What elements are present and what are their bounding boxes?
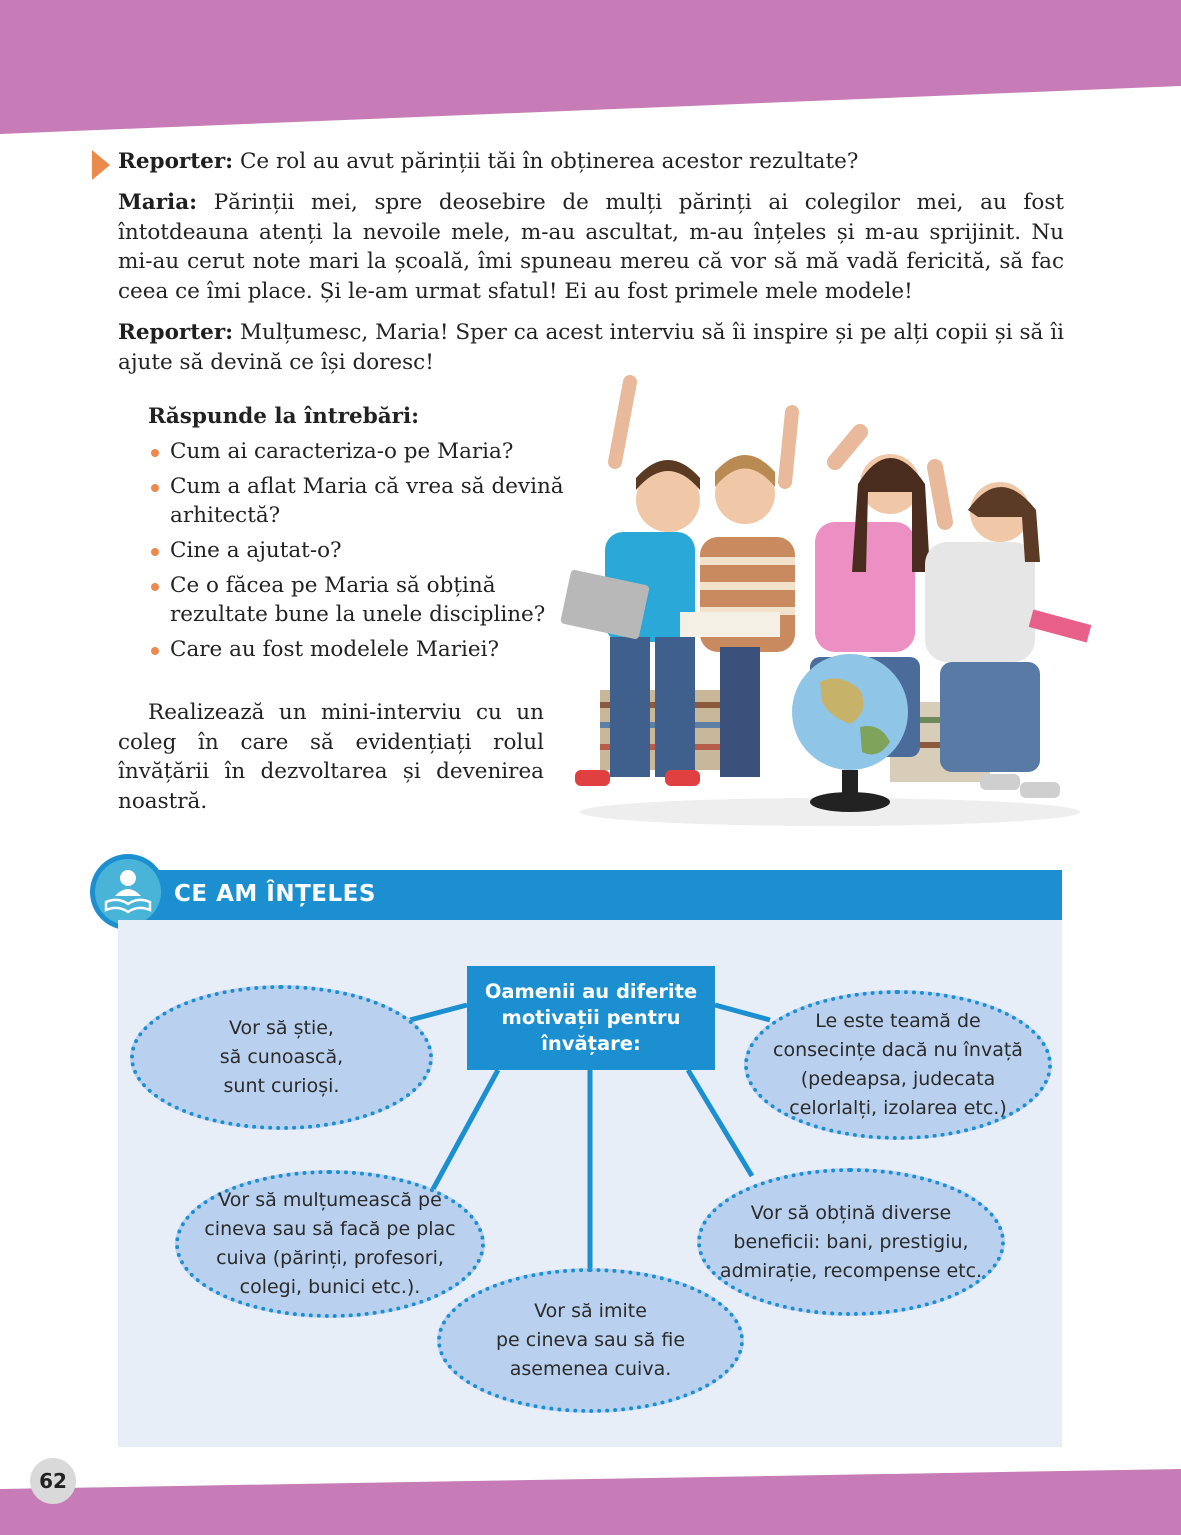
questions-list	[148, 437, 568, 664]
dialogue-text: Ce rol au avut părinții tăi în obținerea acestor rezultate?	[233, 149, 859, 174]
page-number: 62	[30, 1458, 76, 1504]
motivation-oval-imitate: Vor să imite pe cineva sau să fie asemenea cuiva.	[437, 1268, 744, 1413]
bottom-decor-band	[0, 1465, 1181, 1535]
speaker-label: Reporter:	[118, 320, 234, 345]
top-decor-band	[0, 0, 1181, 140]
dialogue-line-reporter-1	[118, 147, 1064, 177]
students-photo	[560, 372, 1100, 834]
dialogue-text: Mulțumesc, Maria! Sper ca acest interviu să îi inspire și pe alți copii și să îi ajute să devină ce își doresc!	[118, 320, 1064, 375]
questions-block	[148, 402, 568, 670]
question-item: Cum a aflat Maria că vrea să devină arhitectă?	[148, 472, 568, 530]
dialogue-line-maria	[118, 188, 1064, 306]
section-title: CE AM ÎNȚELES	[174, 881, 376, 907]
speaker-label: Reporter:	[118, 149, 234, 174]
motivation-oval-please-others: Vor să mulțumească pe cineva sau să facă pe plac cuiva (părinți, profesori, colegi, bunici etc.).	[175, 1170, 485, 1318]
motivation-oval-curiosity: Vor să știe, să cunoască, sunt curioși.	[130, 985, 433, 1130]
question-item: Cine a ajutat-o?	[148, 536, 568, 565]
dialogue-text: Părinții mei, spre deosebire de mulți părinți ai colegilor mei, au fost întotdeauna atenți la nevoile mele, m-au ascultat, m-au înțeles și m-au sprijinit. Nu mi-au cerut note mari la școală, îmi spuneau mereu că vor să mă vadă fericită, să fac ceea ce îmi place. Și le-am urmat sfatul! Ei au fost primele mele modele!	[118, 190, 1064, 304]
question-item: Ce o făcea pe Maria să obțină rezultate bune la unele discipline?	[148, 571, 568, 629]
motivation-oval-fear: Le este teamă de consecințe dacă nu învață (pedeapsa, judecata celorlalți, izolarea etc.)	[744, 990, 1052, 1140]
task-paragraph: Realizează un mini-interviu cu un coleg în care să evidențiați rolul învățării în dezvoltarea și devenirea noastră.	[118, 700, 544, 814]
dialogue-line-reporter-2	[118, 318, 1064, 377]
questions-title: Răspunde la întrebări:	[148, 404, 420, 429]
question-item: Care au fost modelele Mariei?	[148, 635, 568, 664]
speaker-label: Maria:	[118, 190, 198, 215]
diagram-center-box: Oamenii au diferite motivații pentru învățare:	[467, 966, 715, 1070]
motivation-oval-benefits: Vor să obțină diverse beneficii: bani, prestigiu, admirație, recompense etc.	[697, 1168, 1005, 1316]
orange-arrow-marker	[92, 150, 110, 180]
question-item: Cum ai caracteriza-o pe Maria?	[148, 437, 568, 466]
